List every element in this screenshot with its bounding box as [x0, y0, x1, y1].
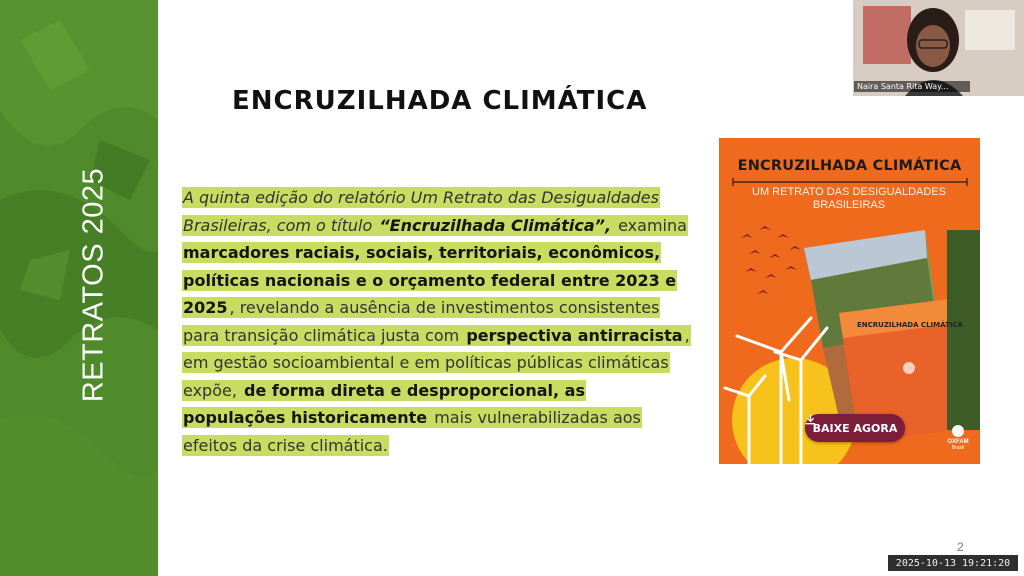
- report-title-quote: “Encruzilhada Climática”,: [379, 215, 612, 235]
- sidebar-title: RETRATOS 2025: [77, 167, 110, 403]
- download-button-label: BAIXE AGORA: [812, 421, 898, 435]
- recording-timestamp: [888, 555, 1018, 571]
- download-button[interactable]: [805, 414, 905, 442]
- timestamp-time: 19:21:20: [962, 557, 1011, 569]
- download-icon: [805, 414, 816, 425]
- text-segment: examina: [613, 215, 687, 235]
- oxfam-logo-text: OXFAM: [947, 439, 969, 445]
- timestamp-date: 2025-10-13: [895, 557, 957, 569]
- text-segment: mais vulnerabilizadas aos efeitos da crise climática.: [183, 408, 641, 455]
- cover-subtitle: UM RETRATO DAS DESIGUALDADES BRASILEIRAS: [752, 186, 946, 211]
- text-segment-bold: [378, 215, 612, 236]
- slide-title: ENCRUZILHADA CLIMÁTICA: [232, 86, 648, 116]
- participant-name: Naira Santa Rita Way...: [854, 81, 970, 92]
- page-number: 2: [957, 540, 964, 554]
- bold-phrase: de forma direta e desproporcional, as populações historicamente: [183, 380, 585, 427]
- oxfam-logo: [945, 425, 971, 451]
- body-paragraph: [182, 184, 692, 459]
- text-segment: A quinta edição do relatório Um Retrato das Desigualdades Brasileiras, com o título: [183, 188, 659, 235]
- cover-title: ENCRUZILHADA CLIMÁTICA: [737, 158, 962, 174]
- oxfam-logo-mark: [952, 425, 964, 437]
- bold-phrase: marcadores raciais, sociais, territoriais, econômicos, políticas nacionais e o orçamento federal entre 2023 e 2025: [183, 243, 677, 317]
- text-segment: , em gestão socioambiental e em políticas públicas climáticas expõe,: [183, 325, 690, 400]
- sidebar-panel: [0, 0, 158, 576]
- participant-video[interactable]: [853, 0, 1024, 96]
- bold-phrase: perspectiva antirracista: [466, 325, 683, 345]
- text-segment-bold: [465, 325, 683, 346]
- report-cover[interactable]: [719, 138, 980, 464]
- oxfam-logo-country: Brasil: [951, 445, 965, 451]
- book-mockup-title: ENCRUZILHADA CLIMÁTICA: [857, 321, 963, 329]
- text-segment: , revelando a ausência de investimentos consistentes para transição climática justa com: [183, 298, 660, 345]
